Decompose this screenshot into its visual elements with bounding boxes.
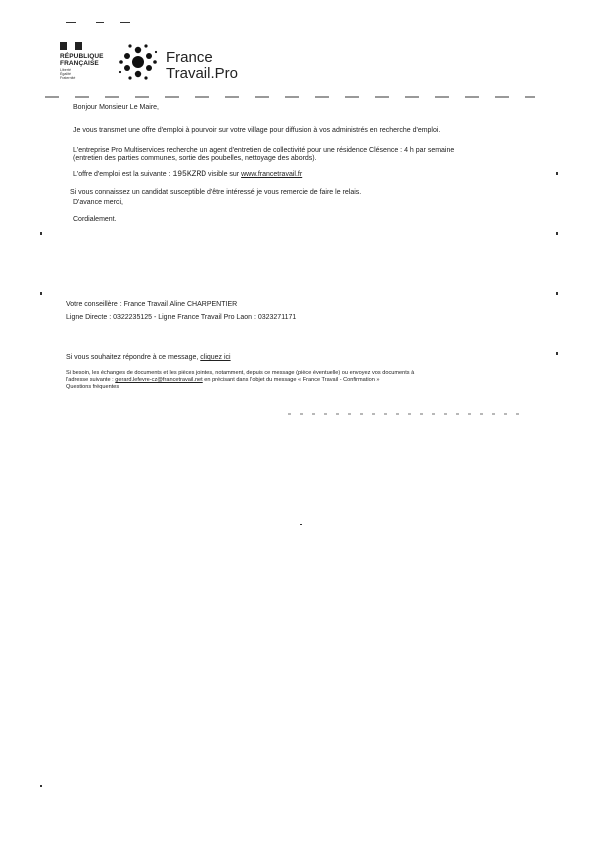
brand-pro-suffix: .Pro bbox=[210, 65, 238, 82]
scan-speck bbox=[556, 292, 558, 295]
scan-speck bbox=[66, 22, 76, 23]
footer-email-link[interactable]: gerard.lefevre-cz@francetravail.net bbox=[115, 377, 203, 383]
scan-speck bbox=[40, 232, 42, 235]
france-travail-logo-icon bbox=[118, 42, 158, 82]
bottom-divider bbox=[288, 413, 528, 415]
offer-code: 195KZRD bbox=[172, 170, 207, 179]
scan-speck bbox=[120, 22, 130, 23]
offer-prefix: L'offre d'emploi est la suivante : bbox=[73, 171, 171, 178]
reply-line bbox=[66, 353, 231, 362]
republique-francaise-logo bbox=[60, 42, 112, 81]
footer-line2 bbox=[66, 377, 379, 384]
republique-line2: FRANÇAISE bbox=[60, 60, 99, 67]
brand-line1: France bbox=[166, 49, 213, 66]
paragraph-candidate: Si vous connaissez un candidat susceptible d'être intéressé je vous remercie de faire le relais. bbox=[70, 189, 362, 196]
france-travail-brand bbox=[166, 50, 238, 82]
scan-speck bbox=[40, 292, 42, 295]
footer-faq: Questions fréquentes bbox=[66, 384, 120, 390]
scan-speck bbox=[96, 22, 104, 23]
scan-speck bbox=[556, 172, 558, 175]
advisor-name: Votre conseillère : France Travail Aline CHARPENTIER bbox=[66, 301, 238, 308]
footer-line2-suffix: en précisant dans l'objet du message « France Travail - Confirmation » bbox=[204, 377, 380, 383]
scan-speck bbox=[556, 232, 558, 235]
reply-link[interactable]: cliquez ici bbox=[200, 354, 231, 361]
republique-line1: RÉPUBLIQUE bbox=[60, 53, 104, 60]
brand-line2 bbox=[166, 66, 238, 82]
offer-mid: visible sur bbox=[208, 171, 240, 178]
francetravail-link[interactable]: www.francetravail.fr bbox=[241, 171, 303, 178]
advisor-phones: Ligne Directe : 0322235125 - Ligne France Travail Pro Laon : 0323271171 bbox=[66, 314, 297, 321]
closing-line: Cordialement. bbox=[73, 216, 117, 223]
reply-prefix: Si vous souhaitez répondre à ce message, bbox=[66, 354, 199, 361]
footer-line1: Si besoin, les échanges de documents et les pièces jointes, notamment, depuis ce message (pièce éventuelle) ou envoyez vos documents à bbox=[66, 370, 415, 376]
motto-fraternite: Fraternité bbox=[60, 76, 76, 81]
footer-line2-prefix: l'adresse suivante : bbox=[66, 377, 114, 383]
marianne-flag-icon bbox=[60, 42, 82, 50]
scan-speck bbox=[40, 785, 42, 787]
brand-travail: Travail bbox=[166, 65, 211, 82]
greeting: Bonjour Monsieur Le Maire, bbox=[73, 104, 159, 111]
paragraph-offer-intro: Je vous transmet une offre d'emploi à pourvoir sur votre village pour diffusion à vos administrés en recherche d'emploi. bbox=[73, 127, 441, 134]
header-divider bbox=[45, 96, 535, 98]
paragraph-company-line2: (entretien des parties communes, sortie des poubelles, nettoyage des abords). bbox=[73, 155, 317, 162]
motto-egalite: Égalité bbox=[60, 72, 71, 77]
offer-line bbox=[73, 170, 302, 179]
paragraph-company-line1: L'entreprise Pro Multiservices recherche un agent d'entretien de collectivité pour une résidence Clésence : 4 h par semaine bbox=[73, 147, 455, 154]
motto-liberte: Liberté bbox=[60, 68, 71, 72]
scan-speck bbox=[556, 352, 558, 355]
scan-speck bbox=[300, 524, 302, 525]
thanks-line: D'avance merci, bbox=[73, 199, 123, 206]
